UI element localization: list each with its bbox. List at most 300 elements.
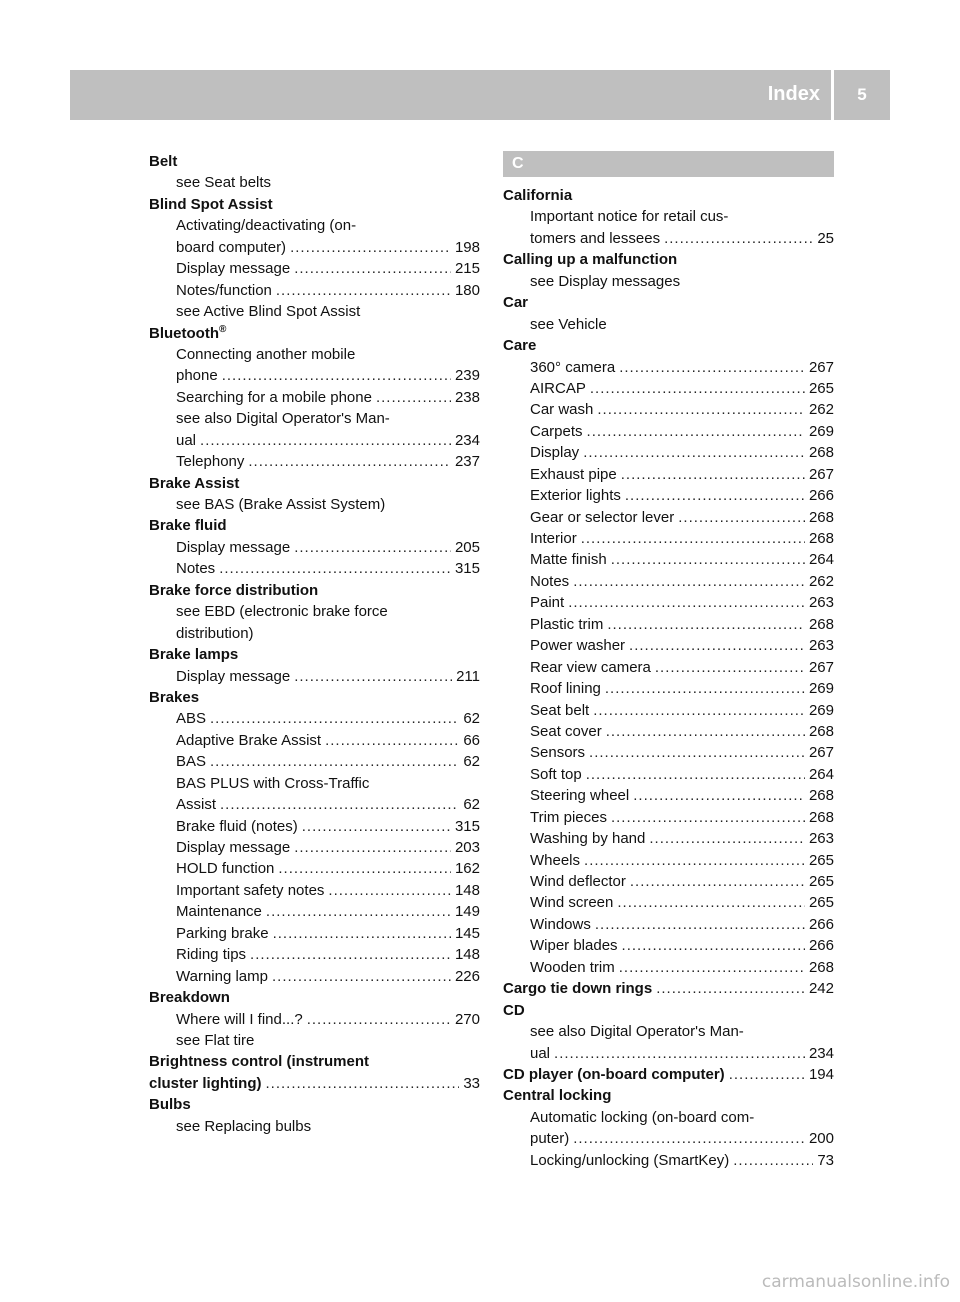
page-reference: 315	[454, 560, 480, 578]
header-bar	[70, 70, 890, 120]
entry-text: Riding tips	[176, 946, 247, 964]
index-subentry	[149, 301, 480, 322]
heading-text: California	[503, 187, 573, 204]
page-reference: 226	[454, 967, 480, 985]
entry-text: ual	[530, 1044, 551, 1062]
index-subentry	[149, 172, 480, 193]
index-heading	[503, 1000, 834, 1021]
page-reference: 268	[808, 958, 834, 976]
page-reference: 73	[817, 1151, 834, 1169]
entry-text: Locking/unlocking (SmartKey)	[530, 1151, 730, 1169]
index-subentry	[503, 871, 834, 892]
index-column-right	[503, 151, 834, 1171]
dot-leader	[219, 558, 451, 579]
entry-text: cluster lighting)	[149, 1074, 262, 1092]
page-reference: 265	[808, 873, 834, 890]
index-subentry	[503, 485, 834, 506]
index-subentry	[149, 601, 480, 622]
dot-leader	[617, 892, 805, 913]
index-heading	[503, 185, 834, 206]
entry-text: Plastic trim	[530, 615, 604, 633]
entry-text: Display message	[176, 260, 291, 278]
index-heading	[503, 249, 834, 270]
dot-leader	[294, 258, 451, 279]
dot-leader	[611, 549, 805, 570]
index-subentry	[503, 1128, 834, 1149]
index-subentry	[149, 730, 480, 751]
page-reference: 200	[808, 1130, 834, 1148]
entry-text: Rear view camera	[530, 658, 651, 676]
dot-leader	[554, 1043, 805, 1064]
page-reference: 267	[808, 358, 834, 376]
dot-leader	[622, 935, 805, 956]
index-heading	[149, 1094, 480, 1115]
index-subentry	[149, 880, 480, 901]
entry-text: Exterior lights	[530, 487, 621, 505]
page-reference: 263	[808, 637, 834, 655]
entry-text: 360° camera	[530, 358, 616, 376]
index-subentry	[503, 721, 834, 742]
index-subentry	[503, 507, 834, 528]
page-reference: 62	[463, 710, 480, 728]
subentry-text: see also Digital Operator's Man-	[176, 410, 390, 428]
dot-leader	[200, 430, 451, 451]
subentry-text: Connecting another mobile	[176, 345, 356, 363]
page-reference: 262	[808, 572, 834, 590]
index-subentry	[503, 914, 834, 935]
page-reference: 268	[808, 530, 834, 547]
page-reference: 269	[808, 680, 834, 698]
page-reference: 269	[808, 701, 834, 719]
page-reference: 162	[454, 860, 480, 878]
index-subentry	[503, 892, 834, 913]
dot-leader	[619, 957, 805, 978]
index-subentry	[503, 785, 834, 806]
dot-leader	[248, 451, 451, 472]
dot-leader	[302, 816, 451, 837]
entry-text: Assist	[176, 796, 217, 814]
page-reference: 239	[454, 367, 480, 385]
index-subentry	[149, 944, 480, 965]
page-reference: 62	[463, 796, 480, 814]
index-heading	[149, 987, 480, 1008]
dot-leader	[630, 871, 805, 892]
entry-text: Carpets	[530, 422, 583, 440]
heading-text: Brake lamps	[149, 646, 239, 664]
entry-text: Exhaust pipe	[530, 465, 617, 483]
page-reference: 266	[808, 487, 834, 505]
entry-text: Wheels	[530, 851, 581, 869]
subentry-text: see also Digital Operator's Man-	[530, 1023, 744, 1041]
dot-leader	[266, 901, 451, 922]
subentry-text: Activating/deactivating (on-	[176, 217, 357, 235]
page-reference: 264	[808, 551, 834, 569]
dot-leader	[584, 850, 805, 871]
index-subentry	[149, 966, 480, 987]
page-reference: 268	[808, 508, 834, 526]
index-subentry	[503, 528, 834, 549]
entry-text: Wind deflector	[530, 873, 626, 890]
entry-text: Seat belt	[530, 701, 590, 719]
entry-text: Soft top	[530, 765, 582, 783]
entry-text: Washing by hand	[530, 830, 646, 848]
index-heading-entry	[503, 1064, 834, 1085]
page-reference: 265	[808, 379, 834, 397]
index-subentry	[149, 280, 480, 301]
entry-text: board computer)	[176, 238, 287, 256]
dot-leader	[210, 751, 459, 772]
dot-leader	[655, 657, 805, 678]
heading-text: CD	[503, 1001, 525, 1019]
index-heading	[503, 335, 834, 356]
index-subentry	[149, 344, 480, 365]
dot-leader	[605, 678, 805, 699]
subentry-text: BAS PLUS with Cross-Traffic	[176, 774, 370, 792]
page-reference: 267	[808, 744, 834, 762]
index-subentry	[149, 901, 480, 922]
dot-leader	[276, 280, 451, 301]
index-subentry	[149, 451, 480, 472]
page-reference: 268	[808, 787, 834, 805]
index-subentry	[503, 442, 834, 463]
page-reference: 270	[454, 1010, 480, 1028]
index-subentry	[149, 923, 480, 944]
entry-text: Paint	[530, 594, 565, 612]
page-reference: 205	[454, 538, 480, 556]
entry-text: Notes	[530, 572, 570, 590]
index-subentry	[149, 837, 480, 858]
page-reference: 263	[808, 830, 834, 848]
entry-text: Wind screen	[530, 894, 614, 912]
index-subentry	[503, 271, 834, 292]
watermark: carmanualsonline.info	[761, 1272, 950, 1292]
entry-text: Telephony	[176, 453, 245, 471]
index-subentry	[149, 708, 480, 729]
entry-text: Important safety notes	[176, 881, 325, 899]
dot-leader	[607, 614, 805, 635]
index-subentry	[503, 957, 834, 978]
index-subentry	[503, 1107, 834, 1128]
page-reference: 268	[808, 808, 834, 826]
index-heading	[149, 1051, 480, 1072]
subentry-text: see Vehicle	[530, 315, 607, 333]
index-subentry	[503, 421, 834, 442]
page-reference: 148	[454, 881, 480, 899]
index-subentry	[149, 558, 480, 579]
dot-leader	[619, 357, 805, 378]
page-reference: 194	[808, 1065, 834, 1083]
heading-text: Brake Assist	[149, 474, 240, 492]
dot-leader	[621, 464, 805, 485]
entry-text: tomers and lessees	[530, 229, 661, 247]
dot-leader	[590, 378, 805, 399]
index-subentry	[149, 1009, 480, 1030]
subentry-text: Important notice for retail cus-	[530, 208, 729, 226]
index-subentry	[503, 464, 834, 485]
page-reference: 267	[808, 658, 834, 676]
dot-leader	[294, 837, 451, 858]
subentry-text: see Seat belts	[176, 174, 272, 192]
entry-text: Seat cover	[530, 722, 602, 740]
page-reference: 66	[463, 731, 480, 749]
dot-leader	[664, 228, 813, 249]
subentry-text: see BAS (Brake Assist System)	[176, 496, 386, 513]
entry-text: Wiper blades	[530, 937, 618, 955]
subentry-text: see Flat tire	[176, 1031, 255, 1049]
entry-text: Trim pieces	[530, 808, 607, 826]
subentry-text: distribution)	[176, 624, 254, 642]
entry-text: Roof lining	[530, 680, 601, 698]
dot-leader	[294, 666, 452, 687]
page-reference: 203	[454, 839, 480, 856]
index-subentry	[149, 1030, 480, 1051]
subentry-text: see Active Blind Spot Assist	[176, 303, 361, 321]
heading-text: Brakes	[149, 688, 200, 706]
entry-text: Wooden trim	[530, 958, 615, 976]
entry-text: Adaptive Brake Assist	[176, 731, 322, 749]
index-subentry	[503, 828, 834, 849]
dot-leader	[250, 944, 451, 965]
index-heading	[149, 151, 480, 172]
dot-leader	[583, 442, 805, 463]
index-heading	[149, 644, 480, 665]
dot-leader	[656, 978, 805, 999]
page-title: Index	[767, 83, 820, 105]
dot-leader	[678, 507, 805, 528]
entry-text: Windows	[530, 915, 591, 933]
subentry-text: Automatic locking (on-board com-	[530, 1108, 755, 1126]
dot-leader	[220, 794, 459, 815]
dot-leader	[625, 485, 805, 506]
dot-leader	[294, 537, 451, 558]
entry-text: Maintenance	[176, 903, 262, 921]
page-reference: 267	[808, 465, 834, 483]
heading-text: Bulbs	[149, 1096, 191, 1114]
page-reference: 269	[808, 422, 834, 440]
dot-leader	[210, 708, 459, 729]
dot-leader	[587, 421, 805, 442]
heading-text: Bluetooth	[149, 324, 219, 342]
dot-leader	[629, 635, 805, 656]
index-subentry	[149, 237, 480, 258]
index-subentry	[503, 935, 834, 956]
heading-text: Blind Spot Assist	[149, 195, 273, 213]
entry-text: Sensors	[530, 744, 586, 762]
index-subentry	[149, 816, 480, 837]
index-subentry	[503, 549, 834, 570]
index-subentry	[149, 1116, 480, 1137]
dot-leader	[589, 742, 805, 763]
entry-text: Display message	[176, 538, 291, 556]
page-reference: 264	[808, 765, 834, 783]
entry-text: BAS	[176, 753, 207, 771]
heading-text: Calling up a malfunction	[503, 251, 678, 269]
entry-text: ABS	[176, 710, 207, 728]
entry-text: Display message	[176, 667, 291, 685]
index-subentry	[149, 537, 480, 558]
index-subentry	[503, 657, 834, 678]
dot-leader	[266, 1073, 460, 1094]
page-number: 5	[857, 85, 867, 104]
dot-leader	[328, 880, 451, 901]
page-reference: 25	[817, 229, 834, 247]
dot-leader	[325, 730, 459, 751]
page-reference: 268	[808, 615, 834, 633]
dot-leader	[307, 1009, 451, 1030]
dot-leader	[595, 914, 805, 935]
index-subentry	[149, 408, 480, 429]
index-heading	[149, 473, 480, 494]
index-subentry	[149, 623, 480, 644]
page-reference: 266	[808, 915, 834, 933]
heading-text: Belt	[149, 153, 178, 170]
page-reference: 237	[454, 453, 480, 471]
index-heading	[149, 687, 480, 708]
dot-leader	[611, 807, 805, 828]
entry-text: CD player (on-board computer)	[503, 1065, 725, 1083]
index-subentry	[149, 258, 480, 279]
dot-leader	[729, 1064, 805, 1085]
index-subentry	[149, 773, 480, 794]
entry-text: Matte finish	[530, 551, 607, 569]
index-subentry	[503, 592, 834, 613]
entry-text: AIRCAP	[530, 379, 586, 397]
page-reference: 265	[808, 894, 834, 912]
page-reference: 149	[454, 903, 480, 921]
index-subentry	[149, 494, 480, 515]
dot-leader	[633, 785, 805, 806]
entry-text: puter)	[530, 1130, 570, 1148]
page-reference: 215	[454, 260, 480, 278]
entry-text: Display	[530, 444, 580, 462]
heading-text: Breakdown	[149, 989, 230, 1007]
index-subentry	[503, 764, 834, 785]
page-reference: 148	[454, 946, 480, 964]
dot-leader	[290, 237, 451, 258]
page-reference: 145	[454, 924, 480, 942]
index-subentry	[149, 215, 480, 236]
index-subentry	[149, 430, 480, 451]
heading-text: Car	[503, 294, 529, 312]
page-reference: 265	[808, 851, 834, 869]
dot-leader	[272, 966, 451, 987]
index-subentry	[503, 314, 834, 335]
dot-leader	[273, 923, 451, 944]
index-subentry	[503, 1021, 834, 1042]
entry-text: Car wash	[530, 401, 594, 419]
page-reference: 33	[463, 1074, 480, 1092]
index-heading	[503, 1085, 834, 1106]
heading-text: Brightness control (instrument	[149, 1053, 370, 1071]
index-subentry	[149, 858, 480, 879]
index-subentry	[503, 399, 834, 420]
index-subentry	[503, 742, 834, 763]
page-reference: 315	[454, 817, 480, 835]
entry-text: Interior	[530, 530, 577, 547]
index-subentry	[503, 614, 834, 635]
index-heading	[149, 194, 480, 215]
page-reference: 234	[808, 1044, 834, 1062]
entry-text: ual	[176, 431, 197, 449]
page-reference: 266	[808, 937, 834, 955]
index-subentry	[149, 794, 480, 815]
subentry-text: see Replacing bulbs	[176, 1117, 312, 1135]
page-reference: 238	[454, 388, 480, 406]
page-reference: 263	[808, 594, 834, 612]
index-subentry	[149, 666, 480, 687]
page-reference: 262	[808, 401, 834, 419]
page-reference: 62	[463, 753, 480, 771]
subentry-text: see Display messages	[530, 272, 681, 290]
dot-leader	[581, 528, 805, 549]
entry-text: Power washer	[530, 637, 626, 655]
entry-text: Parking brake	[176, 924, 269, 942]
dot-leader	[568, 592, 805, 613]
index-subentry	[149, 751, 480, 772]
page-reference: 268	[808, 444, 834, 462]
index-subentry	[503, 700, 834, 721]
index-subentry	[503, 357, 834, 378]
registered-mark: ®	[218, 323, 227, 335]
dot-leader	[376, 387, 451, 408]
page-reference: 234	[454, 431, 480, 449]
entry-text: Gear or selector lever	[530, 508, 675, 526]
page-reference: 268	[808, 722, 834, 740]
entry-text: Where will I find...?	[176, 1010, 303, 1028]
index-subentry	[149, 387, 480, 408]
index-heading	[503, 292, 834, 313]
dot-leader	[573, 1128, 805, 1149]
entry-text: Cargo tie down rings	[503, 980, 653, 998]
subentry-text: see EBD (electronic brake force	[176, 603, 388, 621]
heading-text: Brake force distribution	[149, 581, 319, 599]
entry-text: Display message	[176, 839, 291, 856]
index-heading-entry	[149, 1073, 480, 1094]
entry-text: HOLD function	[176, 860, 275, 878]
section-letter: C	[503, 151, 834, 177]
index-subentry	[503, 635, 834, 656]
index-heading	[149, 580, 480, 601]
entry-text: Notes	[176, 560, 216, 578]
dot-leader	[586, 764, 805, 785]
page-reference: 242	[808, 980, 834, 998]
index-subentry	[503, 850, 834, 871]
index-subentry	[503, 571, 834, 592]
entry-text: Notes/function	[176, 281, 272, 299]
index-subentry	[503, 1043, 834, 1064]
dot-leader	[573, 571, 805, 592]
dot-leader	[733, 1150, 813, 1171]
index-subentry	[503, 678, 834, 699]
heading-text: Care	[503, 337, 537, 355]
entry-text: Brake fluid (notes)	[176, 817, 298, 835]
index-subentry	[149, 365, 480, 386]
index-column-left	[149, 151, 480, 1137]
entry-text: Steering wheel	[530, 787, 630, 805]
dot-leader	[606, 721, 805, 742]
entry-text: Searching for a mobile phone	[176, 388, 372, 406]
dot-leader	[649, 828, 805, 849]
index-subentry	[503, 206, 834, 227]
index-heading-entry	[503, 978, 834, 999]
page-reference: 180	[454, 281, 480, 299]
dot-leader	[593, 700, 805, 721]
dot-leader	[222, 365, 451, 386]
heading-text: Brake fluid	[149, 517, 227, 535]
index-subentry	[503, 228, 834, 249]
index-heading	[149, 515, 480, 536]
index-subentry	[503, 1150, 834, 1171]
